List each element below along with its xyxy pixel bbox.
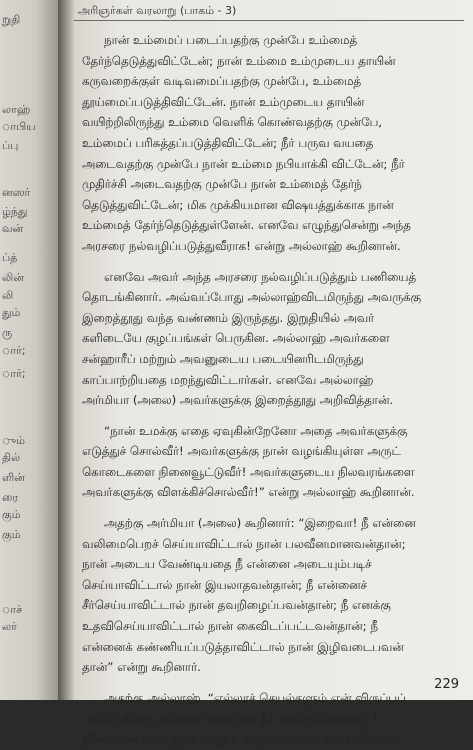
text-line: இறைத்தூது வந்த வண்ணம் இருந்தது. இறுதியில் அவர்	[82, 310, 375, 325]
header-rule	[74, 20, 464, 21]
facing-page-fragment: தில்	[2, 451, 21, 464]
text-line: வலிமைபெறச் செய்யாவிட்டால் நான் பலவீனமானவன்தான்;	[82, 536, 406, 551]
text-line: நான் அடைய வேண்டியதை நீ என்னை அடையும்படிச்	[82, 557, 372, 572]
page-body	[82, 30, 464, 750]
facing-page-fragment: ழ்ந்து	[2, 205, 28, 218]
text-line: கருவறைக்குள் வடிவமைப்பதற்கு முன்பே, உம்மைத்	[82, 74, 362, 89]
text-line: உதவிசெய்யாவிட்டால் நான் கைவிடப்பட்டவன்தான்; நீ	[82, 619, 378, 634]
text-line: அவர்களுக்கு விளக்கிச்சொல்வீர்!” என்று அல்லாஹ் கூறினான்.	[82, 485, 415, 500]
text-line: அரசரை நல்வழிப்படுத்துவீராக! என்று அல்லாஹ் கூறினான்.	[82, 238, 401, 253]
facing-page-fragment: ரு	[2, 326, 13, 339]
paragraph	[82, 688, 464, 750]
text-line: தான்” என்று கூறினார்.	[82, 660, 201, 675]
facing-page-fragment: னஸர்	[2, 186, 31, 199]
facing-page-fragment: கும்	[2, 528, 21, 541]
facing-page-fragment: லாஹ்	[2, 103, 31, 116]
text-line: அடைவதற்கு முன்பே நான் உம்மை நபியாக்கி விட்டேன்; நீர்	[82, 156, 405, 171]
text-line: “நான் உமக்கு எதை ஏவுகின்றேனோ அதை அவர்களுக்கு	[104, 423, 408, 438]
text-line: படியே உண்டாகின்றன என்பதை நீர் அறியவில்லையா?	[82, 711, 378, 726]
page-number: 229	[434, 677, 459, 692]
facing-page-fragment: லர்	[2, 620, 17, 633]
facing-page-fragment: வன்	[2, 222, 24, 235]
facing-page-fragment: ும்	[2, 434, 25, 447]
facing-page-fragment: தும்	[2, 306, 21, 319]
text-line: தொடங்கினார். அவ்வப்போது அல்லாஹ்விடமிருந்து அவருக்கு	[82, 290, 421, 305]
facing-page-fragment: லின்	[2, 271, 24, 284]
text-line: உம்மைப் பரிசுத்தப்படுத்திவிட்டேன்; நீர் பருவ வயதை	[82, 135, 374, 150]
text-line: எடுத்துச் சொல்வீர்! அவர்களுக்கு நான் வழங்கியுள்ள அருட்	[82, 444, 401, 459]
facing-page-fragment: ாச்	[2, 603, 23, 616]
book-gutter	[58, 0, 74, 700]
text-line: சன்ஹாரீப் மற்றும் அவனுடைய படையினரிடமிருந்து	[82, 351, 364, 366]
facing-page-fragment: ரை	[2, 491, 19, 504]
text-line: உம்மைத் தேர்ந்தெடுத்துள்ளேன். எனவே எழுந்துசென்று அந்த	[82, 218, 411, 233]
text-line: காப்பாற்றியதை மறந்துவிட்டார்கள். எனவே அல்லாஹ்	[82, 372, 374, 387]
text-line: தூய்மைப்படுத்திவிட்டேன். நான் உம்முடைய தாயின்	[82, 94, 365, 109]
text-line: தேர்ந்தெடுத்துவிட்டேன்; நான் உம்மை உம்முடைய தாயின்	[82, 53, 396, 68]
facing-page-fragment: ார்;	[2, 367, 26, 380]
facing-page-fragment: ாபிய	[2, 120, 36, 133]
text-line: கொடைகளை நினைவூட்டுவீர்! அவர்களுடைய நிலவரங்களை	[82, 464, 415, 479]
facing-page-edge	[0, 0, 58, 700]
facing-page-fragment: ளின்	[2, 471, 25, 484]
paragraph	[82, 267, 464, 411]
facing-page-fragment: றுதி	[2, 13, 21, 26]
text-line: அர்மியா (அலை) அவர்களுக்கு இறைத்தூது அறிவித்தான்.	[82, 393, 394, 408]
facing-page-fragment: ார்;	[2, 344, 26, 357]
facing-page-fragment: ப்பு	[2, 139, 19, 152]
text-line: சீர்செய்யாவிட்டால் நான் தவறிழைப்பவன்தான்; நீ எனக்கு	[82, 598, 391, 613]
text-line: முதிர்ச்சி அடைவதற்கு முன்பே நான் உம்மைத் தேர்ந்	[82, 177, 362, 192]
text-line: நான் உம்மைப் படைப்பதற்கு முன்பே உம்மைத்	[104, 33, 358, 47]
running-header: அரிஞர்கள் வரலாறு (பாகம் - 3)	[78, 4, 237, 17]
text-line: நிச்சயமாக படைத்தல் மற்றும் ஏவுதல் யாவும் எனக்குரியன;	[82, 732, 396, 746]
text-line: களிடையே குழப்பங்கள் பெருகின. அல்லாஹ் அவர்களை	[82, 331, 390, 346]
text-line: என்னைக் கண்ணியப்படுத்தாவிட்டால் நான் இழிவடைபவன்	[82, 639, 404, 654]
text-line: எனவே அவர் அந்த அரசரை நல்வழிப்படுத்தும் பணியைத்	[104, 269, 417, 284]
text-line: அதற்கு அல்லாஹ், “எல்லாச் செயல்களும் என் விருப்பப்	[104, 690, 406, 705]
facing-page-fragment: ப்த்	[2, 251, 18, 264]
paragraph	[82, 513, 464, 678]
text-line: செய்யாவிட்டால் நான் இயலாதவன்தான்; நீ என்னைச்	[82, 577, 367, 592]
facing-page-fragment: கும்	[2, 508, 21, 521]
paragraph	[82, 30, 464, 257]
text-line: வயிற்றிலிருந்து உம்மை வெளிக் கொண்வதற்கு முன்பே,	[82, 115, 382, 130]
facing-page-fragment: லி	[2, 289, 14, 302]
text-line: தெடுத்துவிட்டேன்; மிக முக்கியமான விஷயத்துக்காக நான்	[82, 197, 394, 212]
text-line: அதற்கு அர்மியா (அலை) கூறினார்: “இறைவா! நீ என்னை	[104, 516, 416, 531]
paragraph	[82, 421, 464, 503]
book-page	[74, 0, 473, 746]
